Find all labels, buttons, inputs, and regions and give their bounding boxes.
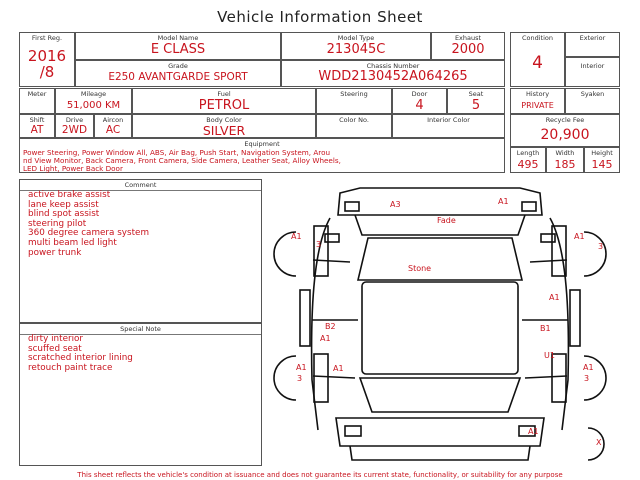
disclaimer-footer: This sheet reflects the vehicle's condition at issuance and does not guarantee its current state, functionality, or suitability for any purpose — [77, 471, 563, 479]
mileage-value: 51,000 KM — [66, 100, 121, 111]
fuel-label: Fuel — [217, 90, 231, 98]
shift-label: Shift — [29, 116, 45, 124]
height-label: Height — [591, 149, 613, 157]
damage-mark: A1 — [291, 232, 302, 241]
sill-right — [570, 290, 580, 346]
color-no-label: Color No. — [339, 116, 369, 124]
syaken-cell — [565, 88, 620, 114]
damage-mark: A1 — [549, 293, 560, 302]
damage-mark: X — [596, 438, 602, 447]
damage-mark: B2 — [325, 322, 336, 331]
mirror-left — [325, 234, 339, 242]
special-note-list — [28, 335, 133, 373]
damage-mark: Fade — [437, 216, 456, 225]
door-line — [525, 376, 567, 378]
car-outline — [274, 188, 606, 460]
car-front-outline — [338, 188, 542, 215]
first-reg-label: First Reg. — [31, 34, 63, 42]
damage-mark: A3 — [390, 200, 401, 209]
damage-mark: 3 — [598, 242, 604, 251]
car-damage-diagram — [270, 180, 625, 470]
model-type-cell — [281, 32, 431, 60]
color-no-cell — [316, 114, 392, 138]
meter-label: Meter — [27, 90, 47, 98]
chassis-value: WDD2130452A064265 — [318, 69, 468, 84]
drive-value: 2WD — [61, 124, 88, 136]
length-label: Length — [516, 149, 540, 157]
exterior-label: Exterior — [579, 34, 606, 42]
seat-label: Seat — [468, 90, 484, 98]
damage-mark: A1 — [574, 232, 585, 241]
wheel-front-right — [584, 232, 606, 276]
condition-cell — [510, 32, 565, 87]
sill-left — [300, 290, 310, 346]
comment-label: Comment — [20, 181, 261, 191]
width-label: Width — [555, 149, 575, 157]
interior-label: Interior — [580, 62, 605, 70]
equipment-label: Equipment — [244, 140, 280, 148]
comment-list — [28, 191, 149, 258]
door-value: 4 — [415, 98, 424, 113]
body-color-value: SILVER — [202, 123, 246, 138]
list-item: retouch paint trace — [28, 362, 113, 373]
exhaust-cell — [431, 32, 505, 60]
rear-bumper — [350, 446, 530, 460]
damage-mark: U1 — [544, 351, 555, 360]
list-item: scuffed seat — [28, 343, 82, 354]
history-value: PRIVATE — [521, 101, 554, 110]
damage-mark: A1 — [333, 364, 344, 373]
list-item: dirty interior — [28, 334, 84, 344]
door-cell — [392, 88, 447, 114]
steering-cell — [316, 88, 392, 114]
drive-cell — [55, 114, 94, 138]
width-cell — [546, 147, 584, 173]
aircon-label: Aircon — [102, 116, 124, 124]
aircon-cell — [94, 114, 132, 138]
height-value: 145 — [591, 158, 613, 171]
list-item: power trunk — [28, 247, 82, 258]
shift-cell — [19, 114, 55, 138]
model-name-cell — [75, 32, 281, 60]
special-note-box — [19, 323, 262, 466]
wheel-arch — [314, 354, 328, 402]
damage-mark: 3 — [584, 374, 590, 383]
door-line — [313, 260, 350, 262]
wheel-rear-left — [274, 356, 296, 400]
list-item: 360 degree camera system — [28, 228, 150, 239]
interior-cell — [565, 57, 620, 87]
mirror-right — [541, 234, 555, 242]
steering-label: Steering — [340, 90, 368, 98]
recycle-fee-label: Recycle Fee — [545, 116, 585, 124]
fuel-cell — [132, 88, 316, 114]
body-color-label: Body Color — [206, 116, 242, 124]
damage-mark: A1 — [498, 197, 509, 206]
equipment-cell — [19, 138, 505, 173]
condition-label: Condition — [521, 34, 554, 42]
damage-mark: B1 — [540, 324, 551, 333]
model-type-value: 213045C — [326, 42, 386, 57]
aircon-value: AC — [105, 124, 121, 136]
wheel-arch — [552, 354, 566, 402]
grade-label: Grade — [168, 62, 188, 70]
meter-cell — [19, 88, 55, 114]
list-item: multi beam led light — [28, 237, 117, 248]
length-value: 495 — [517, 158, 539, 171]
seat-value: 5 — [471, 98, 481, 113]
front-grille — [522, 202, 536, 211]
syaken-label: Syaken — [580, 90, 605, 98]
rear-window — [360, 378, 520, 412]
front-grille — [345, 202, 359, 211]
interior-color-label: Interior Color — [427, 116, 470, 124]
model-name-label: Model Name — [157, 34, 199, 42]
condition-value: 4 — [532, 53, 543, 73]
damage-mark: A1 — [296, 363, 307, 372]
interior-color-cell — [392, 114, 505, 138]
list-item: lane keep assist — [28, 199, 99, 210]
mileage-cell — [55, 88, 132, 114]
first-reg-year: 2016 — [27, 47, 67, 65]
list-item: scratched interior lining — [28, 353, 133, 364]
damage-mark: 3 — [297, 374, 303, 383]
history-label: History — [525, 90, 550, 98]
exhaust-label: Exhaust — [454, 34, 482, 42]
door-line — [530, 260, 567, 262]
fuel-value: PETROL — [198, 98, 250, 113]
list-item: active brake assist — [28, 190, 111, 200]
first-reg-cell — [19, 32, 75, 87]
door-line — [313, 376, 355, 378]
damage-mark: A1 — [528, 427, 539, 436]
height-cell — [584, 147, 620, 173]
model-name-value: E CLASS — [150, 42, 206, 57]
special-note-label: Special Note — [20, 325, 261, 335]
equipment-line: nd View Monitor, Back Camera, Front Camera, Side Camera, Leather Seat, Alloy Wheels, — [23, 155, 341, 165]
door-label: Door — [411, 90, 428, 98]
comment-box — [19, 179, 262, 323]
damage-mark: A1 — [583, 363, 594, 372]
width-value: 185 — [554, 158, 576, 171]
exhaust-value: 2000 — [451, 42, 485, 57]
recycle-fee-cell — [510, 114, 620, 147]
list-item: blind spot assist — [28, 209, 100, 220]
sheet-title: Vehicle Information Sheet — [217, 8, 423, 26]
history-cell — [510, 88, 565, 114]
first-reg-month: /8 — [39, 63, 55, 81]
mileage-label: Mileage — [80, 90, 107, 98]
equipment-text — [23, 149, 341, 172]
recycle-fee-value: 20,900 — [540, 127, 590, 143]
damage-mark: A1 — [320, 334, 331, 343]
seat-cell — [447, 88, 505, 114]
list-item: steering pilot — [28, 218, 87, 229]
equipment-line: LED Light, Power Back Door — [23, 163, 123, 173]
chassis-label: Chassis Number — [366, 62, 420, 70]
model-type-label: Model Type — [337, 34, 375, 42]
equipment-line: Power Steering, Power Window All, ABS, Air Bag, Push Start, Navigation System, Arou — [23, 148, 331, 157]
grade-cell — [75, 60, 281, 87]
length-cell — [510, 147, 546, 173]
exterior-cell — [565, 32, 620, 57]
grade-value: E250 AVANTGARDE SPORT — [108, 71, 248, 83]
chassis-cell — [281, 60, 505, 87]
car-rear-outline — [336, 418, 544, 446]
windshield — [358, 238, 522, 280]
shift-value: AT — [30, 124, 44, 136]
damage-mark: 3 — [316, 240, 322, 249]
body-color-cell — [132, 114, 316, 138]
rear-light — [345, 426, 361, 436]
roof — [362, 282, 518, 374]
damage-mark: Stone — [408, 264, 432, 273]
drive-label: Drive — [65, 116, 84, 124]
